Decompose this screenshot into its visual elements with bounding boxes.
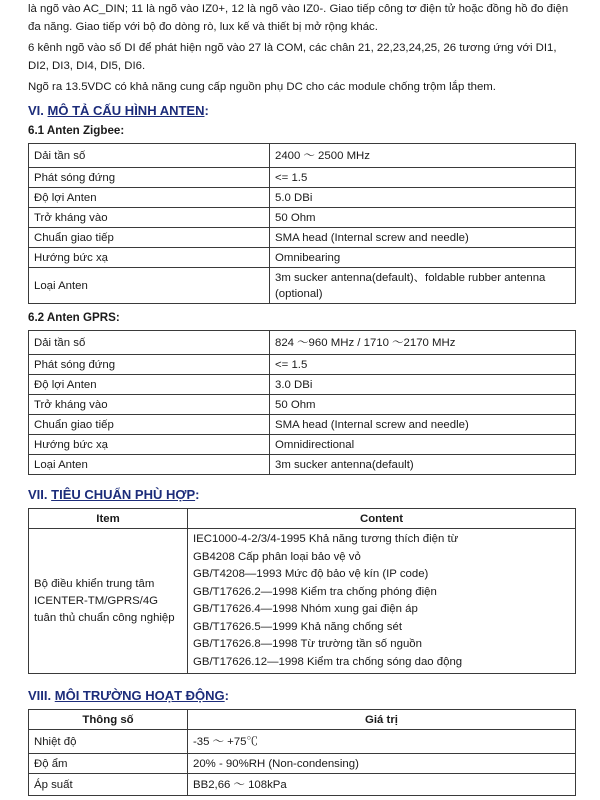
table-row (29, 415, 576, 435)
section-7-colon: : (195, 487, 200, 502)
table-row (29, 730, 576, 754)
table-row (29, 268, 576, 304)
row-value: 824 ～960 MHz / 1710 ～2170 MHz (270, 331, 576, 355)
row-value: 3.0 DBi (270, 375, 576, 395)
section-antenna (28, 103, 576, 475)
section-8-title: MÔI TRƯỜNG HOẠT ĐỘNG (54, 688, 225, 703)
table-row (29, 168, 576, 188)
table-row (29, 435, 576, 455)
row-label: Áp suất (29, 774, 188, 796)
intro-paragraph-1: là ngõ vào AC_DIN; 11 là ngõ vào IZ0+, 12 là ngõ vào IZ0-. Giao tiếp công tơ điện tử hoặc đồng hồ đo điện đa năng. Giao tiếp với bộ đo dòng rò, lux kế và thiết bị mở rộng khác. (28, 3, 569, 33)
header-value: Giá trị (188, 710, 576, 730)
row-label: Dải tần số (29, 144, 270, 168)
row-value: 50 Ohm (270, 208, 576, 228)
row-value: 20% - 90%RH (Non-condensing) (188, 754, 576, 774)
table-row (29, 228, 576, 248)
standard-line: IEC1000-4-2/3/4-1995 Khả năng tương thích điện từ (193, 533, 459, 545)
standard-line: GB/T17626.12—1998 Kiểm tra chống sóng dao động (193, 655, 463, 668)
row-value: -35 ～ +75℃ (188, 730, 576, 754)
row-value: BB2,66 ～ 108kPa (188, 774, 576, 796)
row-value: SMA head (Internal screw and needle) (270, 228, 576, 248)
standards-content-cell (188, 529, 576, 674)
table-header-row (29, 509, 576, 529)
section-6-colon: : (204, 103, 209, 118)
row-label: Độ lợi Anten (29, 375, 270, 395)
table-row (29, 455, 576, 475)
standard-line: GB/T17626.4—1998 Nhóm xung gai điện áp (193, 603, 418, 615)
row-label: Chuẩn giao tiếp (29, 415, 270, 435)
row-label: Phát sóng đứng (29, 168, 270, 188)
section-standards (28, 487, 576, 674)
table-row (29, 754, 576, 774)
row-label: Hướng bức xạ (29, 248, 270, 268)
row-value: Omnibearing (270, 248, 576, 268)
item-line: ICENTER-TM/GPRS/4G (34, 594, 159, 607)
row-value: <= 1.5 (270, 168, 576, 188)
section-6-heading (28, 103, 576, 118)
row-label: Hướng bức xạ (29, 435, 270, 455)
table-row (29, 395, 576, 415)
table-row (29, 529, 576, 674)
standard-line: GB/T17626.2—1998 Kiểm tra chống phóng điện (193, 585, 437, 598)
table-row (29, 774, 576, 796)
section-7-title: TIÊU CHUẨN PHÙ HỢP (51, 487, 196, 502)
standards-table (28, 508, 576, 674)
intro-paragraph-2: 6 kênh ngõ vào số DI để phát hiện ngõ vào 27 là COM, các chân 21, 22,23,24,25, 26 tương ứng với DI1, DI2, DI3, DI4, DI5, DI6. (28, 42, 557, 72)
section-8-number: VIII. (28, 688, 52, 703)
header-param: Thông số (29, 710, 188, 730)
row-value: Omnidirectional (270, 435, 576, 455)
table-row (29, 208, 576, 228)
zigbee-subtitle: 6.1 Anten Zigbee: (28, 124, 125, 137)
standard-line: GB/T17626.8—1998 Từ trường tần số nguồn (193, 638, 422, 650)
section-8-heading (28, 688, 576, 703)
table-row (29, 144, 576, 168)
standard-line: GB/T17626.5—1999 Khả năng chống sét (193, 620, 402, 633)
standard-line: GB/T4208—1993 Mức độ bảo vệ kín (IP code) (193, 568, 429, 580)
table-row (29, 375, 576, 395)
intro-text (28, 0, 576, 96)
section-6-title: MÔ TẢ CẤU HÌNH ANTEN (47, 103, 205, 118)
gprs-spec-table (28, 330, 576, 475)
item-line: tuân thủ chuẩn công nghiệp (34, 611, 175, 624)
row-label: Trở kháng vào (29, 208, 270, 228)
header-content: Content (188, 509, 576, 529)
row-label: Loại Anten (29, 455, 270, 475)
row-label: Trở kháng vào (29, 395, 270, 415)
table-row (29, 331, 576, 355)
row-label: Độ ẩm (29, 754, 188, 774)
row-value: 3m sucker antenna(default)、foldable rubber antenna (optional) (270, 268, 576, 304)
row-value: 5.0 DBi (270, 188, 576, 208)
gprs-subtitle: 6.2 Anten GPRS: (28, 311, 120, 324)
section-8-colon: : (224, 688, 230, 703)
standard-line: GB4208 Cấp phân loại bảo vệ vỏ (193, 550, 361, 563)
row-label: Loại Anten (29, 268, 270, 304)
environment-table (28, 709, 576, 796)
item-line: Bộ điều khiển trung tâm (34, 577, 155, 590)
section-6-number: VI. (28, 103, 44, 118)
header-item: Item (29, 509, 188, 529)
table-header-row (29, 710, 576, 730)
table-row (29, 248, 576, 268)
row-label: Nhiệt độ (29, 730, 188, 754)
section-7-heading (28, 487, 576, 502)
row-label: Phát sóng đứng (29, 355, 270, 375)
row-label: Độ lợi Anten (29, 188, 270, 208)
row-label: Dải tần số (29, 331, 270, 355)
row-value: 50 Ohm (270, 395, 576, 415)
standards-item-cell (29, 529, 188, 674)
zigbee-spec-table (28, 143, 576, 304)
row-value: 3m sucker antenna(default) (270, 455, 576, 475)
row-value: <= 1.5 (270, 355, 576, 375)
table-row (29, 355, 576, 375)
row-value: SMA head (Internal screw and needle) (270, 415, 576, 435)
intro-paragraph-3: Ngõ ra 13.5VDC có khả năng cung cấp nguồn phụ DC cho các module chống trộm lắp them. (28, 81, 496, 93)
table-row (29, 188, 576, 208)
section-7-number: VII. (28, 487, 48, 502)
row-label: Chuẩn giao tiếp (29, 228, 270, 248)
section-environment (28, 688, 576, 796)
row-value: 2400 ～ 2500 MHz (270, 144, 576, 168)
